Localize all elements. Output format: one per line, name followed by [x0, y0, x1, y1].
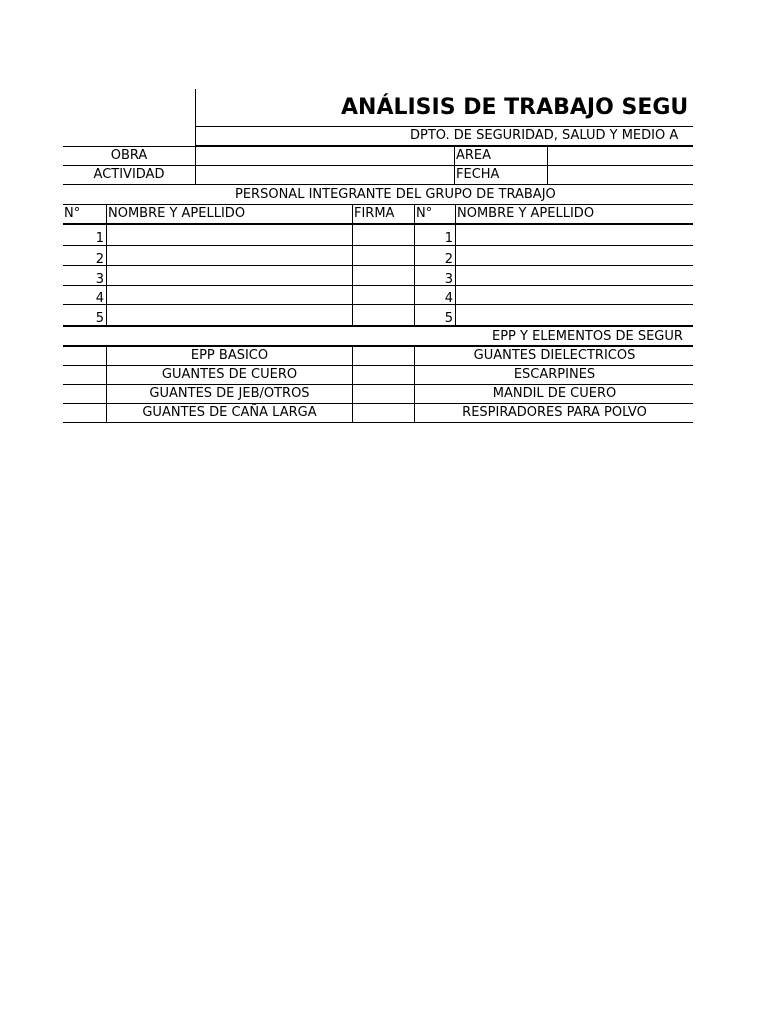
- epp-check-left[interactable]: [63, 403, 107, 423]
- personal-row-name-left[interactable]: [106, 285, 353, 305]
- personal-row-firma-left[interactable]: [352, 224, 415, 246]
- col-num-right: N°: [414, 204, 456, 224]
- epp-check-left[interactable]: [63, 346, 107, 366]
- epp-check-left[interactable]: [63, 384, 107, 404]
- personal-heading: [63, 184, 693, 205]
- personal-row-firma-left[interactable]: [352, 285, 415, 305]
- safety-analysis-form: [63, 89, 693, 424]
- personal-row-name-right[interactable]: [455, 285, 693, 305]
- personal-row-num-left: 2: [63, 245, 107, 266]
- personal-row-num-right: 1: [414, 224, 456, 246]
- epp-item-right: RESPIRADORES PARA POLVO: [414, 403, 693, 423]
- actividad-input[interactable]: [195, 165, 455, 185]
- personal-row-name-right[interactable]: [455, 265, 693, 286]
- personal-row-num-right: 5: [414, 304, 456, 326]
- area-label: AREA: [454, 146, 548, 166]
- personal-heading-text: PERSONAL INTEGRANTE DEL GRUPO DE TRABAJO: [235, 187, 556, 202]
- personal-row-num-right: 3: [414, 265, 456, 286]
- epp-check-right[interactable]: [352, 365, 415, 385]
- personal-row-name-right[interactable]: [455, 224, 693, 246]
- col-firma-left: FIRMA: [352, 204, 415, 224]
- personal-row-num-left: 3: [63, 265, 107, 286]
- col-num-left: N°: [63, 204, 107, 224]
- personal-row-firma-left[interactable]: [352, 245, 415, 266]
- obra-input[interactable]: [195, 146, 455, 166]
- epp-item-left: GUANTES DE CAÑA LARGA: [106, 403, 353, 423]
- personal-row-name-left[interactable]: [106, 265, 353, 286]
- personal-row-name-left[interactable]: [106, 304, 353, 326]
- fecha-label: FECHA: [454, 165, 548, 185]
- epp-item-right: GUANTES DIELECTRICOS: [414, 346, 693, 366]
- epp-heading-text: EPP Y ELEMENTOS DE SEGUR: [492, 329, 683, 344]
- epp-item-right: MANDIL DE CUERO: [414, 384, 693, 404]
- epp-check-right[interactable]: [352, 384, 415, 404]
- form-title: ANÁLISIS DE TRABAJO SEGU: [195, 89, 693, 127]
- epp-check-right[interactable]: [352, 403, 415, 423]
- epp-heading: [63, 326, 693, 346]
- personal-row-num-left: 1: [63, 224, 107, 246]
- personal-row-num-left: 5: [63, 304, 107, 326]
- epp-item-right: ESCARPINES: [414, 365, 693, 385]
- epp-check-left[interactable]: [63, 365, 107, 385]
- epp-item-left: GUANTES DE CUERO: [106, 365, 353, 385]
- personal-row-name-right[interactable]: [455, 245, 693, 266]
- personal-row-name-right[interactable]: [455, 304, 693, 326]
- personal-row-num-right: 2: [414, 245, 456, 266]
- personal-row-num-right: 4: [414, 285, 456, 305]
- personal-row-name-left[interactable]: [106, 245, 353, 266]
- personal-row-name-left[interactable]: [106, 224, 353, 246]
- epp-item-left: GUANTES DE JEB/OTROS: [106, 384, 353, 404]
- obra-label: OBRA: [63, 146, 196, 166]
- col-name-right: NOMBRE Y APELLIDO: [455, 204, 693, 224]
- col-name-left: NOMBRE Y APELLIDO: [106, 204, 353, 224]
- epp-check-right[interactable]: [352, 346, 415, 366]
- form-subtitle: DPTO. DE SEGURIDAD, SALUD Y MEDIO A: [195, 126, 693, 146]
- fecha-input[interactable]: [547, 165, 693, 185]
- personal-row-num-left: 4: [63, 285, 107, 305]
- area-input[interactable]: [547, 146, 693, 166]
- personal-row-firma-left[interactable]: [352, 304, 415, 326]
- epp-item-left: EPP BASICO: [106, 346, 353, 366]
- personal-row-firma-left[interactable]: [352, 265, 415, 286]
- actividad-label: ACTIVIDAD: [63, 165, 196, 185]
